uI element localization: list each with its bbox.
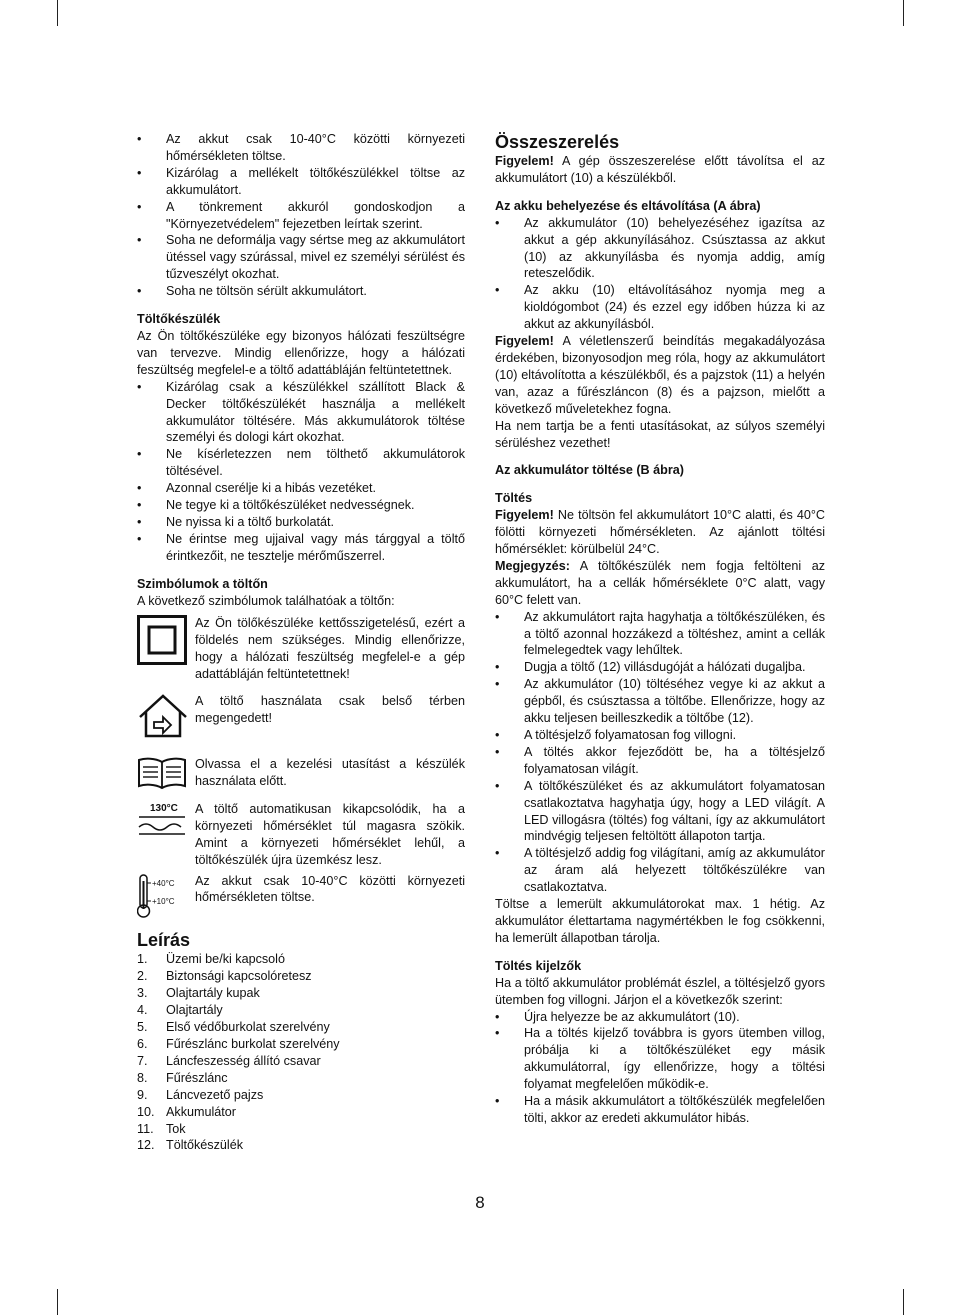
list-item: • Ne nyissa ki a töltő burkolatát. — [137, 514, 465, 531]
charging-note: Megjegyzés: A töltőkészülék nem fogja feltölteni az akkumulátort, ha a cellák hőmérséklete 0°C alatt, vagy 60°C felett van. — [495, 558, 825, 607]
symbol-text: Az Ön tölőkészüléke kettősszigetelésű, ezért a földelés nem szükséges. Mindig ellenőrizze, hogy a hálózati feszültség megfelel-e a gép adattábláján feltüntetettnek! — [195, 616, 465, 682]
assembly-warning: Figyelem! A gép összeszerelése előtt távolítsa el az akkumulátort (10) a készülékből. — [495, 154, 825, 185]
list-item: • Ne érintse meg ujjaival vagy más tárggyal a töltő érintkezőit, ne tesztelje mérőműszerrel. — [137, 531, 465, 565]
indicator-heading: Töltés kijelzők — [495, 958, 582, 973]
list-item: • Ha a másik akkumulátort a töltőkészülék megfelelően tölti, akkor az eredeti akkumulátor hibás. — [495, 1093, 825, 1127]
thermal-cutoff-label: 130°C — [150, 802, 178, 814]
list-item: 12. Töltőkészülék — [137, 1138, 243, 1153]
thermometer-low-label: +10°C — [152, 896, 175, 906]
list-item: 4. Olajtartály — [137, 1003, 223, 1018]
left-column — [137, 131, 465, 1154]
list-item: • A töltésjelző addig fog világítani, amíg az akkumulátor az áram alá helyezett töltőkészülékre van csatlakoztatva. — [495, 845, 825, 896]
symbol-text: A töltő automatikusan kikapcsolódik, ha a környezeti hőmérséklet túl magasra szökik. Amint a környezeti hőmérséklet lehűl, a töltőkészülék újra üzemkész lesz. — [195, 801, 465, 867]
list-item: 8. Fűrészlánc — [137, 1070, 228, 1085]
charger-bullet-list — [137, 379, 465, 565]
list-item: • Az akkumulátort rajta hagyhatja a töltőkészüléken, és a töltő azonnal hozzákezd a töltéshez, amint a cellák felmelegedtek vagy lehűltek. — [495, 609, 825, 660]
list-item: • Ha a töltés kijelző továbbra is gyors ütemben villog, próbálja ki a töltőkészüléket egy másik akkumulátorral, így ellenőrizze, hogy a töltési folyamat megfelelően működik-e. — [495, 1025, 825, 1093]
battery-warning: Figyelem! A véletlenszerű beindítás megakadályozása érdekében, bizonyosodjon meg róla, hogy az akkumulátort (10) eltávolította a készülékből, és a pajzstok (11) a helyén van, azaz a fűrészláncon (8) és a pajzson, mielőtt a következő műveletekhez fogna. — [495, 334, 825, 416]
list-item: • Ne tegye ki a töltőkészüléket nedvességnek. — [137, 497, 465, 514]
list-item: • A töltés akkor fejeződött be, ha a töltésjelző folyamatosan világít. — [495, 744, 825, 778]
thermal-cutoff-icon — [137, 801, 187, 837]
thermometer-icon — [137, 873, 187, 919]
list-item: • Újra helyezze be az akkumulátort (10). — [495, 1009, 825, 1026]
battery-bullet-list — [495, 215, 825, 333]
symbol-row — [137, 873, 465, 924]
symbols-heading: Szimbólumok a töltőn — [137, 576, 268, 591]
charging-after-text: Töltse a lemerült akkumulátorokat max. 1 hétig. Az akkumulátor élettartama nagymértékben le fog csökkenni, ha lemerült állapotban tárolja. — [495, 897, 825, 945]
list-item: 1. Üzemi be/ki kapcsoló — [137, 952, 285, 967]
symbol-row — [137, 615, 465, 683]
assembly-heading: Összeszerelés — [495, 132, 620, 152]
list-item: 10. Akkumulátor — [137, 1104, 236, 1119]
list-item: 11. Tok — [137, 1121, 186, 1136]
charging-warning: Figyelem! Ne töltsön fel akkumulátort 10°C alatti, és 40°C fölötti környezeti hőmérsékleten. Az ajánlott töltési hőmérséklet: körülbelül 24°C. — [495, 508, 825, 557]
list-item: • Az akkumulátor (10) töltéséhez vegye ki az akkut a gépből, és csúsztassa a töltőbe. Ellenőrizze, hogy az akku teljesen beilleszkedik a töltőbe (12). — [495, 676, 825, 727]
list-item: • Ne kísérletezzen nem tölthető akkumulátorok töltésével. — [137, 446, 465, 480]
page-number: 8 — [475, 1193, 485, 1212]
symbol-text: Az akkut csak 10-40°C közötti környezeti hőmérsékleten töltse. — [195, 873, 465, 905]
list-item: • Dugja a töltő (12) villásdugóját a hálózati dugaljba. — [495, 659, 825, 676]
list-item: • Soha ne deformálja vagy sértse meg az akkumulátort ütéssel vagy szúrással, mivel ez személyi sérülést és tűzveszélyt okozhat. — [137, 232, 465, 283]
symbols-intro: A következő szimbólumok találhatóak a töltőn: — [137, 593, 395, 608]
charger-heading: Töltőkészülék — [137, 312, 221, 327]
charger-text: Az Ön töltőkészüléke egy bizonyos hálózati feszültségre van tervezve. Mindig ellenőrizze, hogy a hálózati feszültség megfelel-e a töltő adattábláján feltüntetettnek. — [137, 328, 465, 377]
list-item: 3. Olajtartály kupak — [137, 986, 260, 1001]
list-item: • Kizárólag csak a készülékkel szállított Black & Decker töltőkészülékét használja a mellékelt akkumulátor töltésére. Más akkumulátorok töltése személyi és dologi kárt okozhat. — [137, 379, 465, 447]
list-item: • Az akkumulátor (10) behelyezéséhez igazítsa az akkut a gép akkunyílásához. Csúsztassa az akkut (10) az akkunyílásba és nyomja addig, amíg reteszelődik. — [495, 215, 825, 283]
crop-mark-top-right — [903, 0, 904, 26]
list-item: • Az akku (10) eltávolításához nyomja meg a kioldógombot (24) és ezzel egy időben húzza ki az akkut az akkunyílásból. — [495, 282, 825, 333]
crop-mark-bottom-right — [903, 1289, 904, 1315]
charging-subheading: Töltés — [495, 491, 533, 506]
list-item: • Azonnal cserélje ki a hibás vezetéket. — [137, 480, 465, 497]
list-item: • Az akkut csak 10-40°C közötti környezeti hőmérsékleten töltse. — [137, 131, 465, 165]
symbol-text: Olvassa el a kezelési utasítást a készülék használata előtt. — [195, 757, 465, 788]
crop-mark-top-left — [57, 0, 58, 26]
symbol-row — [137, 693, 465, 744]
charging-bullet-list — [495, 609, 825, 896]
symbol-row — [137, 756, 465, 795]
list-item: 5. Első védőburkolat szerelvény — [137, 1020, 330, 1035]
thermometer-high-label: +40°C — [152, 878, 175, 888]
battery-note: Ha nem tartja be a fenti utasításokat, az súlyos személyi sérüléshez vezethet! — [495, 418, 825, 450]
indicator-bullet-list — [495, 1009, 825, 1127]
list-item: • Kizárólag a mellékelt töltőkészülékkel töltse az akkumulátort. — [137, 165, 465, 199]
list-item: • A töltőkészüléket és az akkumulátort folyamatosan csatlakoztatva hagyhatja úgy, hogy a LED világít. A LED villogásra (töltés) fog váltani, így az akkumulátort mindvégig teljesen feltöltött állapoton tartja. — [495, 778, 825, 846]
crop-mark-bottom-left — [57, 1289, 58, 1315]
description-heading: Leírás — [137, 930, 191, 951]
list-item: 9. Láncvezető pajzs — [137, 1087, 264, 1102]
symbol-row — [137, 801, 465, 869]
charging-heading: Az akkumulátor töltése (B ábra) — [495, 463, 684, 478]
list-item: • A tönkrement akkuról gondoskodjon a "Környezetvédelem" fejezetben leírtak szerint. — [137, 199, 465, 233]
indoor-use-house-icon — [137, 693, 189, 739]
manual-book-icon — [137, 756, 187, 790]
list-item: 2. Biztonsági kapcsolóretesz — [137, 969, 312, 984]
list-item: • Soha ne töltsön sérült akkumulátort. — [137, 283, 465, 300]
indicator-text: Ha a töltő akkumulátor problémát észlel, a töltésjelző gyors ütemben fog villogni. Járjon el a következők szerint: — [495, 975, 825, 1007]
battery-heading: Az akku behelyezése és eltávolítása (A ábra) — [495, 198, 761, 213]
intro-bullet-list — [137, 131, 465, 300]
symbol-text: A töltő használata csak belső térben megengedett! — [195, 694, 465, 725]
double-insulation-icon — [137, 615, 187, 665]
list-item: 6. Fűrészlánc burkolat szerelvény — [137, 1036, 340, 1051]
right-column — [495, 131, 825, 1127]
list-item: • A töltésjelző folyamatosan fog villogni. — [495, 727, 825, 744]
parts-list — [137, 951, 465, 1154]
list-item: 7. Láncfeszesség állító csavar — [137, 1053, 321, 1068]
